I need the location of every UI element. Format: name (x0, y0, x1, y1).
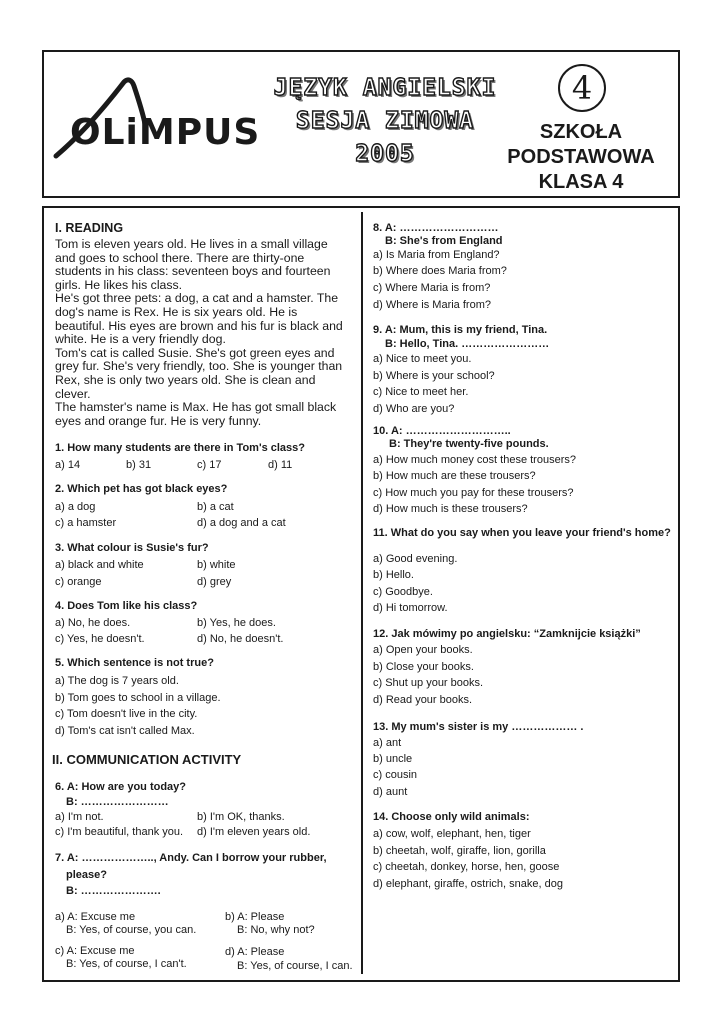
reading-line: grey fur. She's very friendly, too. She is younger than (55, 359, 343, 374)
q2-option-b[interactable]: b) a cat (197, 501, 234, 513)
level-number-circle: 4 (558, 64, 606, 112)
q7-option-a[interactable]: a) A: Excuse me (55, 911, 136, 923)
q4-option-d[interactable]: d) No, he doesn't. (197, 633, 284, 645)
reading-line: clever. (55, 386, 91, 401)
communication-title: II. COMMUNICATION ACTIVITY (52, 752, 242, 767)
q4-option-a[interactable]: a) No, he does. (55, 617, 131, 629)
q1-option-c[interactable]: c) 17 (197, 459, 222, 471)
question-14: 14. Choose only wild animals: (373, 811, 530, 823)
reading-line: and goes to school there. There are thirty-one (55, 250, 305, 265)
q10-option-c[interactable]: c) How much you pay for these trousers? (373, 487, 574, 499)
column-divider (361, 212, 363, 974)
question-7: 7. A: ……………….., Andy. Can I borrow your rubber, (55, 852, 327, 864)
q7-option-b[interactable]: b) A: Please (225, 911, 285, 923)
question-4: 4. Does Tom like his class? (55, 600, 198, 612)
q13-option-b[interactable]: b) uncle (373, 753, 413, 765)
q1-option-b[interactable]: b) 31 (126, 459, 152, 471)
q8-option-a[interactable]: a) Is Maria from England? (373, 249, 500, 261)
q5-option-c[interactable]: c) Tom doesn't live in the city. (55, 708, 198, 720)
reading-text (55, 238, 355, 428)
q13-option-c[interactable]: c) cousin (373, 769, 418, 781)
question-5: 5. Which sentence is not true? (55, 657, 214, 669)
q11-option-b[interactable]: b) Hello. (373, 569, 414, 581)
q9-option-d[interactable]: d) Who are you? (373, 403, 455, 415)
q8-option-c[interactable]: c) Where Maria is from? (373, 282, 491, 294)
q3-option-a[interactable]: a) black and white (55, 559, 144, 571)
q6-option-c[interactable]: c) I'm beautiful, thank you. (55, 826, 184, 838)
q3-option-d[interactable]: d) grey (197, 576, 232, 588)
question-11: 11. What do you say when you leave your friend's home? (373, 527, 671, 539)
q14-option-c[interactable]: c) cheetah, donkey, horse, hen, goose (373, 861, 560, 873)
q1-option-a[interactable]: a) 14 (55, 459, 81, 471)
question-8: 8. A: ……………………… (373, 222, 499, 234)
q6-option-a[interactable]: a) I'm not. (55, 811, 104, 823)
reading-line: girls. He likes his class. (55, 277, 183, 292)
q3-option-c[interactable]: c) orange (55, 576, 102, 588)
question-7-line-3: B: …………………. (66, 885, 161, 897)
reading-line: Tom's cat is called Susie. She's got green eyes and (55, 345, 335, 360)
question-3: 3. What colour is Susie's fur? (55, 542, 209, 554)
q12-option-d[interactable]: d) Read your books. (373, 694, 473, 706)
question-2: 2. Which pet has got black eyes? (55, 483, 228, 495)
reading-line: The hamster's name is Max. He has got small black (55, 400, 337, 415)
q7-option-b-reply: B: No, why not? (237, 924, 315, 936)
reading-line: Tom is eleven years old. He lives in a small village (55, 237, 328, 251)
school-line-3: KLASA 4 (538, 171, 624, 193)
question-13: 13. My mum's sister is my ……………… . (373, 721, 584, 733)
reading-line: eyes and orange fur. He is very funny. (55, 413, 262, 428)
q8-option-d[interactable]: d) Where is Maria from? (373, 299, 491, 311)
school-line-1: SZKOŁA (539, 121, 623, 143)
question-12: 12. Jak mówimy po angielsku: “Zamknijcie książki” (373, 628, 641, 640)
q7-option-c-reply: B: Yes, of course, I can't. (66, 958, 187, 970)
q2-option-a[interactable]: a) a dog (55, 501, 96, 513)
reading-line: He's got three pets: a dog, a cat and a hamster. The (55, 291, 339, 306)
question-7-line-2: please? (66, 869, 107, 881)
question-9-line-2: B: Hello, Tina. …………………… (385, 338, 550, 350)
q5-option-d[interactable]: d) Tom's cat isn't called Max. (55, 725, 195, 737)
q3-option-b[interactable]: b) white (197, 559, 236, 571)
q6-option-d[interactable]: d) I'm eleven years old. (197, 826, 311, 838)
title-line-3: 2005 (355, 141, 415, 167)
q11-option-d[interactable]: d) Hi tomorrow. (373, 602, 448, 614)
q6-option-b[interactable]: b) I'm OK, thanks. (197, 811, 285, 823)
q7-option-a-reply: B: Yes, of course, you can. (66, 924, 197, 936)
title-line-1: JĘZYK ANGIELSKI (273, 75, 497, 101)
q8-option-b[interactable]: b) Where does Maria from? (373, 265, 507, 277)
q9-option-c[interactable]: c) Nice to meet her. (373, 386, 469, 398)
question-1: 1. How many students are there in Tom's class? (55, 442, 305, 454)
q9-option-a[interactable]: a) Nice to meet you. (373, 353, 472, 365)
q5-option-b[interactable]: b) Tom goes to school in a village. (55, 692, 221, 704)
q2-option-c[interactable]: c) a hamster (55, 517, 117, 529)
q12-option-b[interactable]: b) Close your books. (373, 661, 474, 673)
reading-line: white. He is a very friendly dog. (55, 332, 226, 347)
question-9: 9. A: Mum, this is my friend, Tina. (373, 324, 548, 336)
school-level (488, 120, 674, 195)
question-6: 6. A: How are you today? (55, 781, 187, 793)
school-line-2: PODSTAWOWA (507, 146, 655, 168)
reading-line: dog's name is Rex. He is six years old. He is (55, 304, 298, 319)
q5-option-a[interactable]: a) The dog is 7 years old. (55, 675, 179, 687)
q4-option-c[interactable]: c) Yes, he doesn't. (55, 633, 145, 645)
q14-option-b[interactable]: b) cheetah, wolf, giraffe, lion, gorilla (373, 845, 546, 857)
q12-option-c[interactable]: c) Shut up your books. (373, 677, 484, 689)
exam-title (250, 72, 520, 171)
q10-option-d[interactable]: d) How much is these trousers? (373, 503, 528, 515)
q1-option-d[interactable]: d) 11 (268, 459, 293, 471)
q7-option-d[interactable]: d) A: Please (225, 946, 285, 958)
q4-option-b[interactable]: b) Yes, he does. (197, 617, 276, 629)
reading-line: Rex, she is only two years old. She is clean and (55, 372, 316, 387)
q11-option-c[interactable]: c) Goodbye. (373, 586, 433, 598)
q7-option-d-reply: B: Yes, of course, I can. (237, 960, 353, 972)
q2-option-d[interactable]: d) a dog and a cat (197, 517, 286, 529)
q14-option-a[interactable]: a) cow, wolf, elephant, hen, tiger (373, 828, 531, 840)
reading-title: I. READING (55, 221, 124, 235)
reading-line: beautiful. His eyes are brown and his fur is black and (55, 318, 343, 333)
title-line-2: SESJA ZIMOWA (295, 108, 475, 134)
q12-option-a[interactable]: a) Open your books. (373, 644, 473, 656)
q10-option-a[interactable]: a) How much money cost these trousers? (373, 454, 576, 466)
q13-option-a[interactable]: a) ant (373, 737, 402, 749)
q10-option-b[interactable]: b) How much are these trousers? (373, 470, 536, 482)
q9-option-b[interactable]: b) Where is your school? (373, 370, 495, 382)
q7-option-c[interactable]: c) A: Excuse me (55, 945, 135, 957)
q13-option-d[interactable]: d) aunt (373, 786, 408, 798)
reading-line: students in his class: seventeen boys and fourteen (55, 264, 331, 279)
logo-text: OLiMPUS (70, 112, 261, 153)
question-8-line-2: B: She's from England (385, 235, 503, 247)
question-10-line-2: B: They're twenty-five pounds. (389, 438, 549, 450)
q14-option-d[interactable]: d) elephant, giraffe, ostrich, snake, dog (373, 878, 563, 890)
question-6-line-2: B: …………………… (66, 796, 169, 808)
q11-option-a[interactable]: a) Good evening. (373, 553, 458, 565)
question-10: 10. A: ……………………….. (373, 425, 511, 437)
